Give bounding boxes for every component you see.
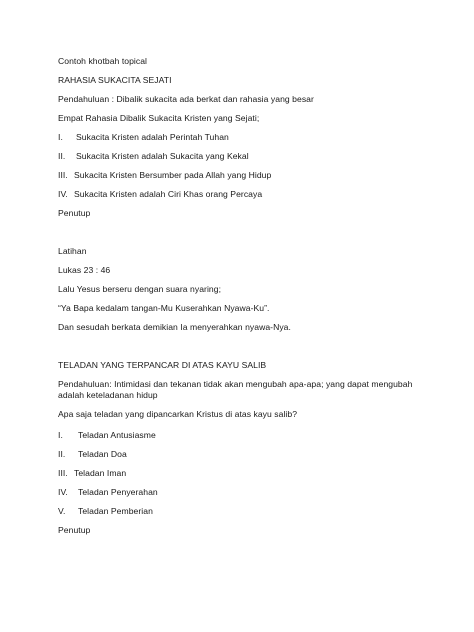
list-number: II.	[58, 151, 66, 161]
list-text: Sukacita Kristen adalah Sukacita yang Kekal	[76, 151, 249, 161]
list-text: Teladan Antusiasme	[78, 430, 156, 440]
list-item	[58, 430, 156, 441]
closing-label-1: Penutup	[58, 208, 91, 218]
scripture-line: Dan sesudah berkata demikian Ia menyerahkan nyawa-Nya.	[58, 322, 291, 332]
introduction-1: Pendahuluan : Dibalik sukacita ada berkat dan rahasia yang besar	[58, 94, 314, 104]
list-item	[58, 449, 127, 460]
list-item	[58, 468, 126, 479]
document-label: Contoh khotbah topical	[58, 56, 148, 66]
list-number: III.	[58, 468, 68, 478]
list-number: IV.	[58, 189, 68, 199]
scripture-reference: Lukas 23 : 46	[58, 265, 111, 275]
list-item	[58, 151, 249, 162]
list-item	[58, 170, 271, 181]
list-text: Teladan Pemberian	[78, 506, 153, 516]
list-text: Teladan Iman	[74, 468, 127, 478]
points-intro-2: Apa saja teladan yang dipancarkan Kristus di atas kayu salib?	[58, 409, 298, 419]
scripture-line: Lalu Yesus berseru dengan suara nyaring;	[58, 284, 222, 294]
scripture-quote: “Ya Bapa kedalam tangan-Mu Kuserahkan Nyawa-Ku”.	[58, 303, 270, 313]
list-item	[58, 189, 262, 200]
introduction-2: Pendahuluan: Intimidasi dan tekanan tidak akan mengubah apa-apa; yang dapat mengubah adalah keteladanan hidup	[58, 379, 413, 400]
sermon-title-1: RAHASIA SUKACITA SEJATI	[58, 75, 172, 85]
list-text: Teladan Doa	[78, 449, 127, 459]
points-intro-1: Empat Rahasia Dibalik Sukacita Kristen yang Sejati;	[58, 113, 260, 123]
list-number: I.	[58, 132, 63, 142]
list-number: V.	[58, 506, 66, 516]
closing-label-2: Penutup	[58, 525, 91, 535]
sermon-title-2: TELADAN YANG TERPANCAR DI ATAS KAYU SALIB	[58, 360, 267, 370]
list-number: IV.	[58, 487, 68, 497]
list-item	[58, 132, 229, 143]
list-text: Sukacita Kristen Bersumber pada Allah yang Hidup	[74, 170, 272, 180]
list-item	[58, 487, 158, 498]
list-text: Teladan Penyerahan	[78, 487, 158, 497]
list-number: III.	[58, 170, 68, 180]
list-text: Sukacita Kristen adalah Ciri Khas orang Percaya	[74, 189, 263, 199]
exercise-label: Latihan	[58, 246, 87, 256]
list-item	[58, 506, 153, 517]
list-number: I.	[58, 430, 63, 440]
list-number: II.	[58, 449, 66, 459]
list-text: Sukacita Kristen adalah Perintah Tuhan	[76, 132, 229, 142]
